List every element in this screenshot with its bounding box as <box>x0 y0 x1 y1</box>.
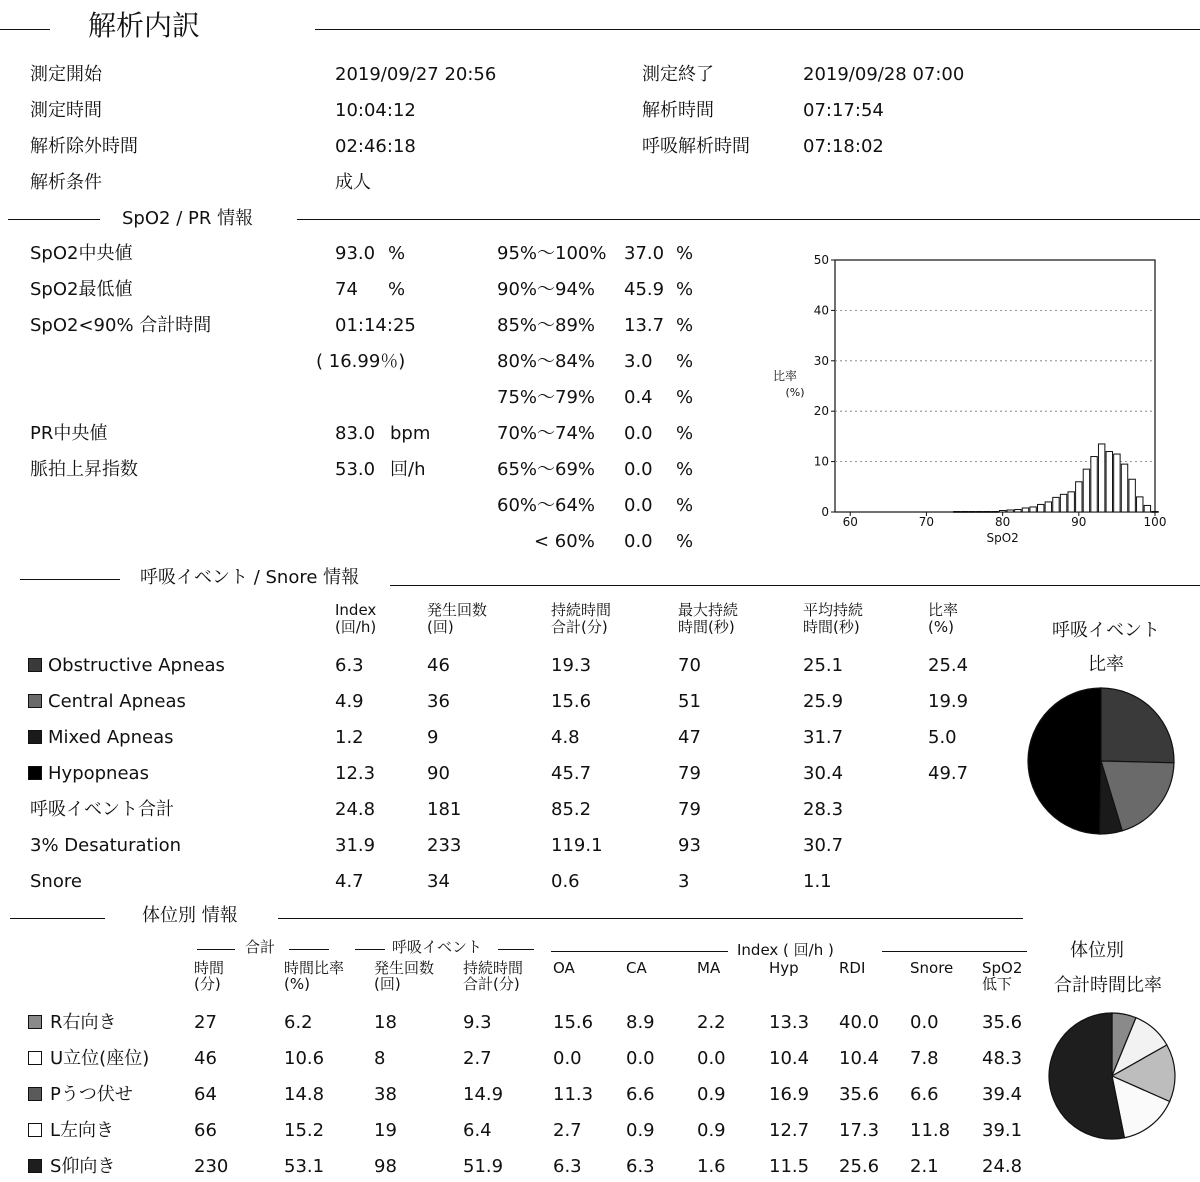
resp-cell: 233 <box>427 835 462 856</box>
histogram-bar <box>1022 508 1028 512</box>
histogram-bar <box>1076 482 1082 512</box>
histogram-bar <box>969 511 975 512</box>
range-label: 60%～64% <box>497 495 596 516</box>
end-label: 測定終了 <box>642 64 714 85</box>
resp-cell: 24.8 <box>335 799 376 820</box>
range-label: 80%～84% <box>497 351 596 372</box>
pos-cell: 8.9 <box>626 1012 655 1033</box>
pos-cell: 39.1 <box>982 1120 1023 1141</box>
histogram-bar <box>1068 492 1074 512</box>
start-value: 2019/09/27 20:56 <box>335 64 497 85</box>
resp-header-line2: (回/h) <box>335 618 377 636</box>
histogram-bar <box>1030 507 1036 512</box>
resp-cell: 9 <box>427 727 439 748</box>
resp-section-title: 呼吸イベント / Snore 情報 <box>140 567 360 588</box>
histogram-bar <box>1060 494 1066 512</box>
pos-cell: 38 <box>374 1084 397 1105</box>
resp-cell: 4.8 <box>551 727 580 748</box>
pos-cell: 14.9 <box>463 1084 504 1105</box>
resp-header-line1: 発生回数 <box>427 601 488 619</box>
pos-cell: 11.5 <box>769 1156 810 1177</box>
pos-pie-title-1: 体位別 <box>1070 940 1124 961</box>
pos-cell: 19 <box>374 1120 397 1141</box>
resp-cell: 25.4 <box>928 655 969 676</box>
spo2-min-unit: % <box>388 279 406 300</box>
resp-row-label: Hypopneas <box>48 763 149 784</box>
pos-header-line1: OA <box>553 959 575 977</box>
pos-pie-title-2: 合計時間比率 <box>1054 975 1162 996</box>
resp-header-line1: Index <box>335 601 377 619</box>
group-total-rule-right <box>289 949 329 950</box>
range-label: 90%～94% <box>497 279 596 300</box>
pos-cell: 10.6 <box>284 1048 325 1069</box>
pos-cell: 8 <box>374 1048 386 1069</box>
resp-header-line2: 合計(分) <box>551 618 608 636</box>
pos-header-line1: 時間比率 <box>284 959 345 977</box>
range-unit: % <box>676 351 694 372</box>
histogram-bar <box>1007 510 1013 512</box>
y-tick-label: 30 <box>813 353 829 368</box>
histogram-bar <box>954 511 960 512</box>
spo2-min-label: SpO2最低値 <box>30 279 133 300</box>
pos-header-line1: SpO2 <box>982 959 1023 977</box>
pos-cell: 16.9 <box>769 1084 810 1105</box>
pos-cell: 18 <box>374 1012 397 1033</box>
y-tick-label: 20 <box>813 404 829 419</box>
pos-header-line1: 持続時間 <box>463 959 524 977</box>
resp-cell: 28.3 <box>803 799 844 820</box>
range-value: 45.9 <box>624 279 665 300</box>
resp-pie-title-2: 比率 <box>1088 654 1124 675</box>
resp-row-label: Central Apneas <box>48 691 186 712</box>
pos-cell: 35.6 <box>982 1012 1023 1033</box>
resp-cell: 34 <box>427 871 450 892</box>
pos-cell: 7.8 <box>910 1048 939 1069</box>
pos-cell: 35.6 <box>839 1084 880 1105</box>
y-tick-label: 50 <box>813 253 829 267</box>
pos-cell: 1.6 <box>697 1156 726 1177</box>
resp-cell: 181 <box>427 799 462 820</box>
spo2-histogram <box>755 250 1175 550</box>
range-unit: % <box>676 315 694 336</box>
y-axis-unit: (%) <box>785 386 805 399</box>
histogram-bar <box>1137 497 1143 512</box>
resp-cell: 46 <box>427 655 450 676</box>
group-index-label: Index ( 回/h ) <box>737 941 834 959</box>
y-tick-label: 40 <box>813 303 829 318</box>
group-resp-label: 呼吸イベント <box>392 938 483 956</box>
pos-row-label: L左向き <box>50 1120 115 1141</box>
resp-cell: 15.6 <box>551 691 592 712</box>
excluded-value: 02:46:18 <box>335 136 416 157</box>
legend-swatch <box>28 694 42 708</box>
pos-header-line1: MA <box>697 959 721 977</box>
x-axis-label: SpO2 <box>986 531 1019 545</box>
legend-swatch <box>28 730 42 744</box>
pos-row-label: S仰向き <box>50 1156 116 1177</box>
pos-cell: 6.6 <box>910 1084 939 1105</box>
pos-cell: 25.6 <box>839 1156 880 1177</box>
position-swatch <box>28 1015 42 1029</box>
range-unit: % <box>676 459 694 480</box>
resp-cell: 90 <box>427 763 450 784</box>
resp-row-label: 3% Desaturation <box>30 835 181 856</box>
resp-cell: 30.7 <box>803 835 844 856</box>
pos-cell: 15.6 <box>553 1012 594 1033</box>
y-tick-label: 0 <box>821 505 829 519</box>
group-total-rule-left <box>197 949 235 950</box>
pos-cell: 6.3 <box>553 1156 582 1177</box>
pos-cell: 0.9 <box>626 1120 655 1141</box>
pos-cell: 6.4 <box>463 1120 492 1141</box>
x-tick-label: 60 <box>842 515 858 529</box>
pos-cell: 11.8 <box>910 1120 951 1141</box>
pos-cell: 51.9 <box>463 1156 504 1177</box>
resp-header-line2: (回) <box>427 618 454 636</box>
range-value: 0.0 <box>624 495 653 516</box>
resp-cell: 70 <box>678 655 701 676</box>
pos-cell: 2.7 <box>463 1048 492 1069</box>
histogram-bar <box>977 511 983 512</box>
resp-cell: 1.2 <box>335 727 364 748</box>
pulse-index-unit: 回/h <box>390 459 426 480</box>
duration-value: 10:04:12 <box>335 100 416 121</box>
resp-cell: 5.0 <box>928 727 957 748</box>
histogram-bar <box>1121 464 1127 512</box>
range-unit: % <box>676 423 694 444</box>
pos-cell: 0.0 <box>697 1048 726 1069</box>
pos-cell: 2.1 <box>910 1156 939 1177</box>
duration-label: 測定時間 <box>30 100 102 121</box>
analysis-time-value: 07:17:54 <box>803 100 884 121</box>
resp-cell: 79 <box>678 763 701 784</box>
position-pie <box>1046 1010 1178 1142</box>
pos-header-line1: 時間 <box>194 959 225 977</box>
histogram-bar <box>1098 444 1104 512</box>
resp-rule-right <box>390 585 1200 586</box>
range-unit: % <box>676 531 694 552</box>
range-label: 65%～69% <box>497 459 596 480</box>
pos-cell: 40.0 <box>839 1012 880 1033</box>
range-value: 0.4 <box>624 387 653 408</box>
pr-median-label: PR中央値 <box>30 423 108 444</box>
spo2-below90-pct: ( 16.99％) <box>316 351 406 372</box>
pr-median-unit: bpm <box>390 423 431 444</box>
pos-row-label: R右向き <box>50 1012 117 1033</box>
title-rule-right <box>315 29 1200 30</box>
spo2-median-value: 93.0 <box>335 243 376 264</box>
resp-header-line2: 時間(秒) <box>678 618 735 636</box>
resp-header-line2: (%) <box>928 618 954 636</box>
position-swatch <box>28 1051 42 1065</box>
pos-header-line1: 発生回数 <box>374 959 435 977</box>
resp-cell: 19.3 <box>551 655 592 676</box>
histogram-bar <box>984 511 990 512</box>
pos-cell: 6.6 <box>626 1084 655 1105</box>
y-tick-label: 10 <box>813 454 829 469</box>
resp-cell: 36 <box>427 691 450 712</box>
resp-cell: 119.1 <box>551 835 603 856</box>
spo2-rule-right <box>297 219 1200 220</box>
resp-rule-left <box>20 579 120 580</box>
resp-cell: 4.9 <box>335 691 364 712</box>
pulse-index-label: 脈拍上昇指数 <box>30 459 138 480</box>
pos-cell: 13.3 <box>769 1012 810 1033</box>
pos-cell: 0.0 <box>910 1012 939 1033</box>
pie-slice <box>1028 688 1101 834</box>
legend-swatch <box>28 658 42 672</box>
pos-cell: 15.2 <box>284 1120 325 1141</box>
title-rule-left <box>0 29 50 30</box>
pos-cell: 17.3 <box>839 1120 880 1141</box>
pos-rule-right <box>278 918 1023 919</box>
pos-header-line2: 低下 <box>982 975 1013 993</box>
pos-cell: 46 <box>194 1048 217 1069</box>
range-label: 85%～89% <box>497 315 596 336</box>
histogram-bar <box>1091 457 1097 512</box>
pos-cell: 27 <box>194 1012 217 1033</box>
pos-section-title: 体位別 情報 <box>142 905 238 926</box>
resp-row-label: 呼吸イベント合計 <box>30 799 174 820</box>
pos-header-line2: 合計(分) <box>463 975 520 993</box>
condition-label: 解析条件 <box>30 172 102 193</box>
pos-cell: 10.4 <box>839 1048 880 1069</box>
pos-header-line1: Snore <box>910 959 954 977</box>
pos-cell: 10.4 <box>769 1048 810 1069</box>
resp-cell: 1.1 <box>803 871 832 892</box>
pos-rule-left <box>10 918 105 919</box>
position-swatch <box>28 1123 42 1137</box>
pos-cell: 24.8 <box>982 1156 1023 1177</box>
excluded-label: 解析除外時間 <box>30 136 138 157</box>
pos-header-line1: Hyp <box>769 959 799 977</box>
resp-analysis-label: 呼吸解析時間 <box>642 136 750 157</box>
spo2-section-title: SpO2 / PR 情報 <box>122 208 254 229</box>
histogram-bar <box>1144 505 1150 512</box>
group-resp-rule-left <box>355 949 385 950</box>
range-value: 0.0 <box>624 459 653 480</box>
pos-header-line2: (%) <box>284 975 310 993</box>
range-label: 75%～79% <box>497 387 596 408</box>
histogram-bar <box>1129 479 1135 512</box>
x-tick-label: 80 <box>994 515 1011 529</box>
resp-cell: 4.7 <box>335 871 364 892</box>
y-axis-label: 比率 <box>772 369 798 383</box>
spo2-below90-value: 01:14:25 <box>335 315 416 336</box>
pos-cell: 6.2 <box>284 1012 313 1033</box>
x-tick-label: 100 <box>1143 515 1167 529</box>
histogram-bar <box>1038 504 1044 512</box>
range-value: 37.0 <box>624 243 665 264</box>
position-swatch <box>28 1159 42 1173</box>
x-tick-label: 90 <box>1071 515 1087 529</box>
resp-row-label: Mixed Apneas <box>48 727 174 748</box>
resp-event-pie <box>1025 685 1177 837</box>
resp-header-line1: 持続時間 <box>551 601 612 619</box>
resp-cell: 25.1 <box>803 655 844 676</box>
pos-cell: 2.7 <box>553 1120 582 1141</box>
pos-cell: 12.7 <box>769 1120 810 1141</box>
resp-cell: 31.7 <box>803 727 844 748</box>
resp-cell: 93 <box>678 835 701 856</box>
range-value: 0.0 <box>624 531 653 552</box>
pulse-index-value: 53.0 <box>335 459 376 480</box>
pos-cell: 14.8 <box>284 1084 325 1105</box>
pos-header-line2: (回) <box>374 975 401 993</box>
pos-header-line2: (分) <box>194 975 221 993</box>
pos-row-label: U立位(座位) <box>50 1048 150 1069</box>
spo2-rule-left <box>8 219 100 220</box>
pos-cell: 53.1 <box>284 1156 325 1177</box>
histogram-bar <box>1152 511 1158 512</box>
spo2-below90-label: SpO2<90% 合計時間 <box>30 315 212 336</box>
histogram-bar <box>1045 502 1051 512</box>
spo2-median-label: SpO2中央値 <box>30 243 133 264</box>
pie-slice <box>1101 688 1174 763</box>
range-label: < 60% <box>534 531 595 552</box>
spo2-min-value: 74 <box>335 279 358 300</box>
pos-row-label: Pうつ伏せ <box>50 1084 133 1105</box>
group-resp-rule-right <box>498 949 534 950</box>
start-label: 測定開始 <box>30 64 102 85</box>
pos-cell: 66 <box>194 1120 217 1141</box>
resp-cell: 49.7 <box>928 763 969 784</box>
pos-cell: 0.0 <box>626 1048 655 1069</box>
condition-value: 成人 <box>335 172 371 193</box>
resp-header-line1: 平均持続 <box>803 601 864 619</box>
resp-cell: 6.3 <box>335 655 364 676</box>
resp-cell: 47 <box>678 727 701 748</box>
range-label: 70%～74% <box>497 423 596 444</box>
range-unit: % <box>676 279 694 300</box>
histogram-bar <box>1083 469 1089 512</box>
group-index-rule-left <box>551 951 728 952</box>
resp-cell: 19.9 <box>928 691 969 712</box>
pos-cell: 48.3 <box>982 1048 1023 1069</box>
position-swatch <box>28 1087 42 1101</box>
pos-cell: 64 <box>194 1084 217 1105</box>
pos-cell: 39.4 <box>982 1084 1023 1105</box>
histogram-bar <box>1106 452 1112 512</box>
histogram-bar <box>999 510 1005 512</box>
analysis-time-label: 解析時間 <box>642 100 714 121</box>
resp-cell: 85.2 <box>551 799 592 820</box>
pos-cell: 2.2 <box>697 1012 726 1033</box>
legend-swatch <box>28 766 42 780</box>
resp-analysis-value: 07:18:02 <box>803 136 884 157</box>
resp-row-label: Obstructive Apneas <box>48 655 225 676</box>
range-label: 95%～100% <box>497 243 607 264</box>
pr-median-value: 83.0 <box>335 423 376 444</box>
histogram-bar <box>1053 497 1059 512</box>
resp-cell: 45.7 <box>551 763 592 784</box>
resp-pie-title-1: 呼吸イベント <box>1052 620 1160 641</box>
pos-cell: 230 <box>194 1156 229 1177</box>
pos-cell: 0.9 <box>697 1084 726 1105</box>
resp-cell: 3 <box>678 871 690 892</box>
spo2-median-unit: % <box>388 243 406 264</box>
range-unit: % <box>676 495 694 516</box>
resp-cell: 25.9 <box>803 691 844 712</box>
histogram-bar <box>1114 454 1120 512</box>
resp-row-label: Snore <box>30 871 82 892</box>
pos-header-line1: CA <box>626 959 647 977</box>
resp-cell: 0.6 <box>551 871 580 892</box>
end-value: 2019/09/28 07:00 <box>803 64 965 85</box>
resp-cell: 12.3 <box>335 763 376 784</box>
group-index-rule-right <box>882 951 1027 952</box>
histogram-bar <box>992 511 998 512</box>
resp-cell: 79 <box>678 799 701 820</box>
pos-header-line1: RDI <box>839 959 866 977</box>
resp-header-line1: 比率 <box>928 601 959 619</box>
pos-cell: 98 <box>374 1156 397 1177</box>
range-value: 13.7 <box>624 315 665 336</box>
x-tick-label: 70 <box>918 515 935 529</box>
histogram-bar <box>961 511 967 512</box>
range-value: 3.0 <box>624 351 653 372</box>
pos-cell: 6.3 <box>626 1156 655 1177</box>
resp-header-line1: 最大持続 <box>678 601 739 619</box>
resp-cell: 51 <box>678 691 701 712</box>
resp-cell: 31.9 <box>335 835 376 856</box>
range-value: 0.0 <box>624 423 653 444</box>
histogram-bar <box>1015 509 1021 512</box>
pos-cell: 0.9 <box>697 1120 726 1141</box>
range-unit: % <box>676 243 694 264</box>
pos-cell: 9.3 <box>463 1012 492 1033</box>
resp-cell: 30.4 <box>803 763 844 784</box>
pos-cell: 0.0 <box>553 1048 582 1069</box>
page-title: 解析内訳 <box>88 9 201 42</box>
resp-header-line2: 時間(秒) <box>803 618 860 636</box>
group-total-label: 合計 <box>245 938 276 956</box>
pos-cell: 11.3 <box>553 1084 594 1105</box>
range-unit: % <box>676 387 694 408</box>
